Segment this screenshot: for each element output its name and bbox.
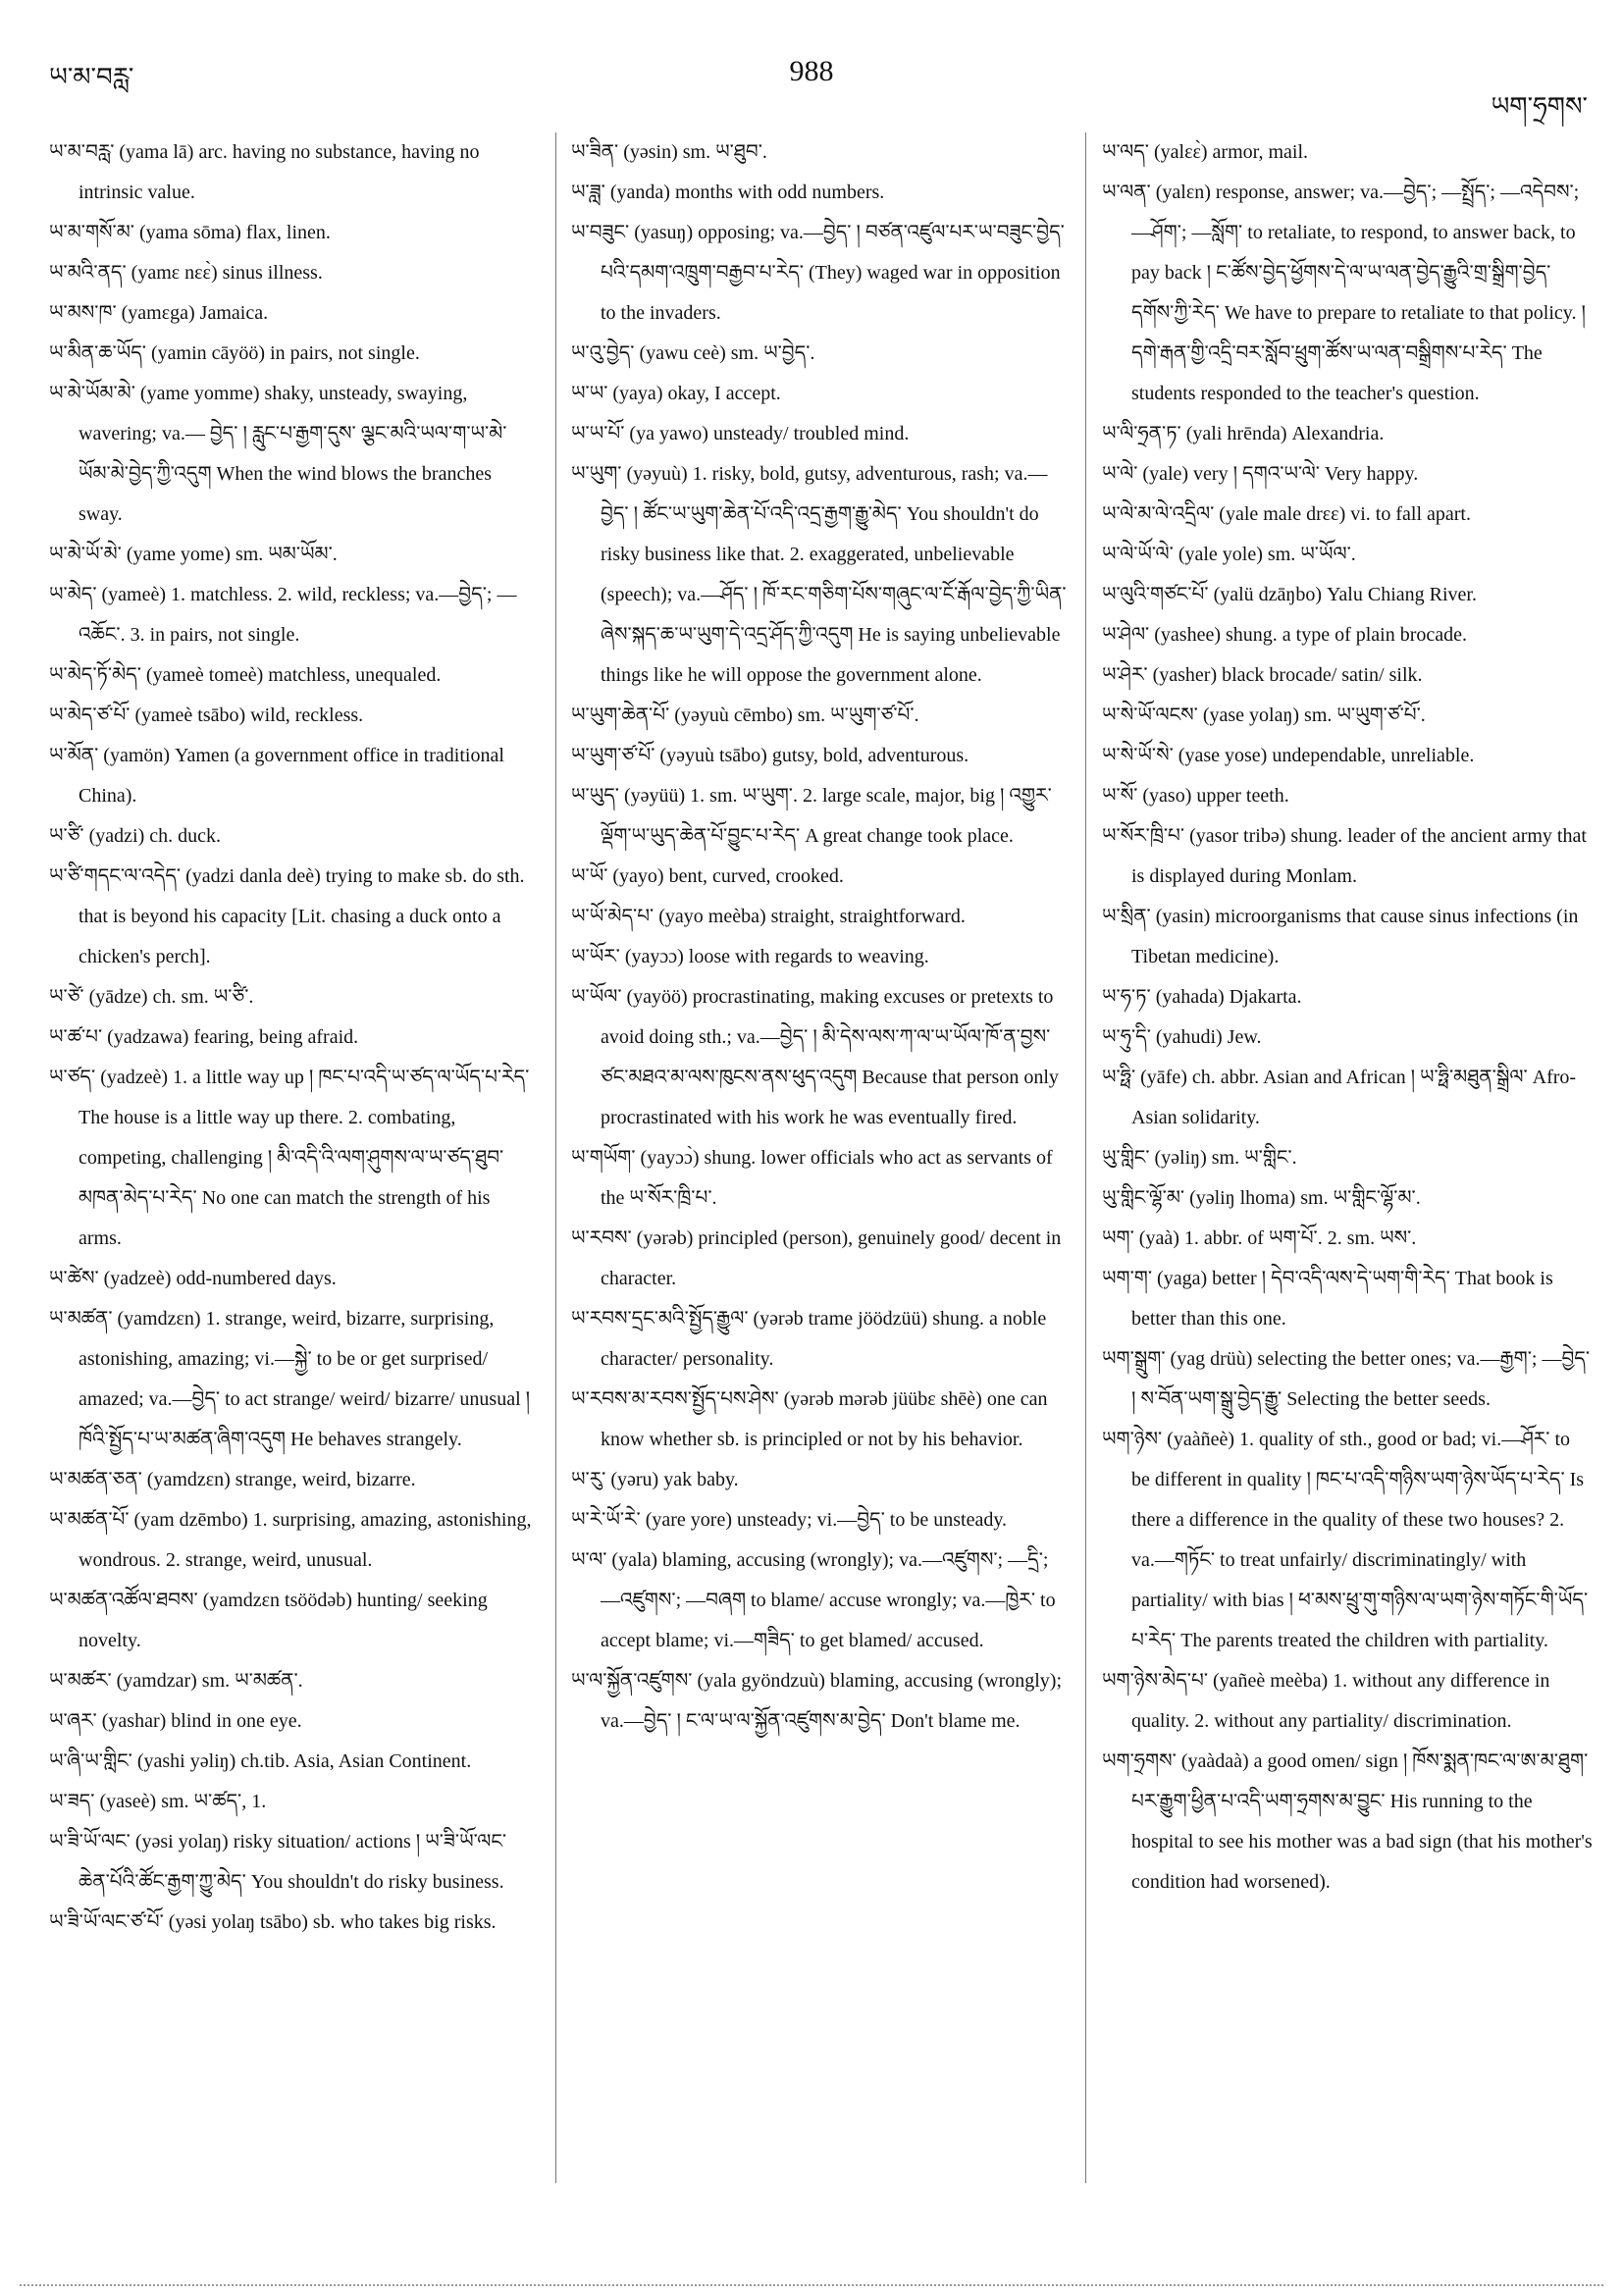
dictionary-entry: ཡ་ཡ་ (yaya) okay, I accept. [571,383,781,404]
dictionary-entry: ཡ་ཙི་གདང་ལ་འདེད་ (yadzi danla deè) trying to make sb. do sth. that is beyond his capacity [Lit. chasing a duck onto a chicken's perch]. [49,865,525,967]
dictionary-entry: ཡ་མ་བརླ་ (yama lā) arc. having no substance, having no intrinsic value. [49,141,480,203]
dictionary-entry: ཡ་རབས་མ་རབས་སྤྱོད་པས་ཤེས་ (yərəb mərəb jüübɛ shēè) one can know whether sb. is principled or not by his behavior. [571,1388,1048,1450]
dictionary-entry: ཡ་ཡོ་ (yayo) bent, curved, crooked. [571,865,844,887]
dictionary-entry: ཡ་ཟླ་ (yanda) months with odd numbers. [571,182,885,203]
dictionary-entry: ཡ་ཡུག་ (yəyuù) 1. risky, bold, gutsy, adventurous, rash; va.—བྱེད་ ། ཚོང་ཡ་ཡུག་ཆེན་པོ་འདི་འདྲ་རྒྱག་རྒྱུ་མེད་ You shouldn't do risky business like that. 2. exaggerated, unbelievable (speech); va.—ཤོད་ ། ཁོ་རང་གཅིག་པོས་གཞུང་ལ་ངོ་རྒོལ་བྱེད་ཀྱི་ཡིན་ཞེས་སྐད་ཆ་ཡ་ཡུག་དེ་འདྲ་ཤོད་ཀྱི་འདུག He is saying unbelievable things like he will oppose the government alone. [571,463,1067,686]
dictionary-entry: ཡ་ལེ་མ་ལེ་འདྲིལ་ (yale male drɛɛ) vi. to fall apart. [1102,503,1471,525]
dictionary-entry: ཡུ་གླིང་ (yəliŋ) sm. ཡ་གླིང་. [1102,1147,1297,1169]
dictionary-entry: ཡ་ཡ་པོ་ (ya yawo) unsteady/ troubled mind. [571,423,910,444]
dictionary-entry: ཡ་ཟིན་ (yəsin) sm. ཡ་ཐུབ་. [571,141,767,163]
dictionary-entry: ཡ་ཙེ་ (yādze) ch. sm. ཡ་ཙི་. [49,986,254,1008]
dictionary-entry: ཡ་ཟི་ཡོ་ལང་ཙ་པོ་ (yəsi yolaŋ tsābo) sb. who takes big risks. [49,1911,497,1933]
dictionary-entry: ཡ་ལེ་ (yale) very ། དགའ་ཡ་ལེ་ Very happy. [1102,463,1419,485]
dictionary-entry: ཡ་ཙད་ (yadzeè) 1. a little way up ། ཁང་པ་འདི་ཡ་ཙད་ལ་ཡོད་པ་རེད་ The house is a little way up there. 2. combating, competing, challenging ། མི་འདི་འི་ལག་ཤུགས་ལ་ཡ་ཙད་ཐུབ་མཁན་མེད་པ་རེད་ No one can match the strength of his arms. [49,1067,530,1249]
footer-dotted-rule [20,2284,1603,2286]
dictionary-entry: ཡ་ཚ་པ་ (yadzawa) fearing, being afraid. [49,1026,359,1048]
dictionary-entry: ཡ་མ་གསོ་མ་ (yama sōma) flax, linen. [49,222,331,243]
dictionary-entry: ཡ་མེད་ཏོ་མེད་ (yameè tomeè) matchless, unequaled. [49,664,442,686]
dictionary-entry: ཡ་ཧ་ཏ་ (yahada) Djakarta. [1102,986,1302,1008]
dictionary-entry: ཡ་ཙི་ (yadzi) ch. duck. [49,825,222,847]
dictionary-entry: ཡ་བཟུང་ (yasuŋ) opposing; va.—བྱེད་ ། བཙན་འཛུལ་པར་ཡ་བཟུང་བྱེད་པའི་དམག་འཁྲུག་བརྒྱབ་པ་རེད་ (They) waged war in opposition to the invaders. [571,222,1065,324]
dictionary-entry: ཡ་སོ་ (yaso) upper teeth. [1102,785,1289,807]
running-head-left: ཡ་མ་བརླ་ [49,63,134,92]
dictionary-entry: ཡ་ལེ་ཡོ་ལེ་ (yale yole) sm. ཡ་ཡོལ་. [1102,544,1356,565]
dictionary-entry: ཡག་སྒྲུག་ (yag drüù) selecting the better ones; va.—རྒྱག་; —བྱེད་ ། ས་བོན་ཡག་སྒྲུ་བྱེད་རྒྱུ་ Selecting the better seeds. [1102,1348,1591,1410]
dictionary-entry: ཡག་ཉེས་མེད་པ་ (yañeè meèba) 1. without any difference in quality. 2. without any partiality/ discrimination. [1102,1670,1550,1732]
column-divider [1085,132,1086,2183]
dictionary-entry: ཡ་ལུའི་གཙང་པོ་ (yalü dzāŋbo) Yalu Chiang River. [1102,584,1477,605]
dictionary-entry: ཡ་ཧུ་དི་ (yahudi) Jew. [1102,1026,1262,1048]
dictionary-entry: ཡ་ལ་ (yala) blaming, accusing (wrongly); va.—འཛུགས་; —དྲི་; —འཛུགས་; —བཞག to blame/ accuse wrongly; va.—ཁྱེར་ to accept blame; vi.—གཟིད་ to get blamed/ accused. [571,1549,1056,1651]
dictionary-entry: ཡག་ (yaà) 1. abbr. of ཡག་པོ་. 2. sm. ཡས་. [1102,1227,1417,1249]
column-divider [555,132,556,2183]
column-2 [571,132,1067,1742]
dictionary-entry: ཡ་ཞི་ཡ་གླིང་ (yashi yəliŋ) ch.tib. Asia, Asian Continent. [49,1750,472,1772]
dictionary-entry: ཡ་སེ་ཡོ་ལངས་ (yase yolaŋ) sm. ཡ་ཡུག་ཙ་པོ་. [1102,704,1426,726]
dictionary-entry: ཡ་མས་ཁ་ (yamɛga) Jamaica. [49,302,269,324]
dictionary-entry: ཡ་ཡོལ་ (yayöö) procrastinating, making excuses or pretexts to avoid doing sth.; va.—བྱེད་ ། མི་དེས་ལས་ཀ་ལ་ཡ་ཡོལ་ཁོ་ན་བྱས་ཙང་མཐའ་མ་ལས་ཁུངས་ནས་ཕུད་འདུག Because that person only procrastinated with his work he was eventually fired. [571,986,1059,1128]
dictionary-entry: ཡ་ཤེལ་ (yashee) shung. a type of plain brocade. [1102,624,1468,646]
dictionary-entry: ཡ་རབས་དྲང་མའི་སྤྱོད་རྒྱུལ་ (yərəb trame jöödzüü) shung. a noble character/ personality. [571,1308,1047,1370]
dictionary-entry: ཡ་མཚན་འཚོལ་ཐབས་ (yamdzɛn tsöödəb) hunting/ seeking novelty. [49,1590,488,1651]
dictionary-entry: ཡུ་གླིང་ལྷོ་མ་ (yəliŋ lhoma) sm. ཡ་གླིང་ལྷོ་མ་. [1102,1187,1421,1209]
dictionary-entry: ཡ་གཡོག་ (yayɔɔ̀) shung. lower officials who act as servants of the ཡ་སོར་ཁྲི་པ་. [571,1147,1053,1209]
dictionary-entry: ཡ་མེད་ (yameè) 1. matchless. 2. wild, reckless; va.—བྱེད་; —འཆོང་. 3. in pairs, not single. [49,584,517,646]
dictionary-entry: ཡ་རེ་ཡོ་རེ་ (yare yore) unsteady; vi.—བྱེད་ to be unsteady. [571,1509,1008,1531]
dictionary-entry: ཡ་ཡུག་ཙ་པོ་ (yəyuù tsābo) gutsy, bold, adventurous. [571,745,969,766]
dictionary-entry: ཡག་ཉེས་ (yaàñeè) 1. quality of sth., good or bad; vi.—ཤོར་ to be different in quality ། ཁང་པ་འདི་གཉིས་ཡག་ཉེས་ཡོད་པ་རེད་ Is there a difference in the quality of these two houses? 2. va.—གཏོང་ to treat unfairly/ discriminatingly/ with partiality/ with bias ། ཕ་མས་ཕྲུ་གུ་གཉིས་ལ་ཡག་ཉེས་གཏོང་གི་ཡོད་པ་རེད་ The parents treated the children with partiality. [1102,1429,1589,1651]
dictionary-entry: ཡ་ལན་ (yalɛn) response, answer; va.—བྱེད་; —སྤྲོད་; —འདེབས་; —ཤོག་; —སློག་ to retaliate, to respond, to answer back, to pay back ། ང་ཚོས་བྱེད་ཕྱོགས་དེ་ལ་ཡ་ལན་བྱེད་རྒྱུའི་གྲ་སྒྲིག་བྱེད་དགོས་ཀྱི་རེད་ We have to prepare to retaliate to that policy. ། དགེ་རྒན་གྱི་འདྲི་བར་སློབ་ཕྲུག་ཚོས་ཡ་ལན་བསྒྲིགས་པ་རེད་ The students responded to the teacher's question. [1102,182,1586,404]
dictionary-entry: ཡ་སེ་ཡོ་སེ་ (yase yose) undependable, unreliable. [1102,745,1475,766]
dictionary-entry: ཡ་རབས་ (yərəb) principled (person), genuinely good/ decent in character. [571,1227,1062,1289]
dictionary-entry: ཡ་སྲིན་ (yasin) microorganisms that cause sinus infections (in Tibetan medicine). [1102,906,1579,967]
dictionary-entry: ཡ་མའི་ནད་ (yamɛ nɛɛ̀) sinus illness. [49,262,323,284]
running-head-right: ཡག་ཧྲགས་ [1491,92,1588,122]
dictionary-entry: ཡ་རུ་ (yəru) yak baby. [571,1469,739,1490]
page-number: 988 [789,55,834,87]
dictionary-entry: ཡ་མེད་ཙ་པོ་ (yameè tsābo) wild, reckless. [49,704,364,726]
dictionary-entry: ཡ་མཚན་པོ་ (yam dzēmbo) 1. surprising, amazing, astonishing, wondrous. 2. strange, weird, unusual. [49,1509,532,1571]
dictionary-entry: ཡ་མཚན་ཅན་ (yamdzɛn) strange, weird, bizarre. [49,1469,416,1490]
dictionary-entry: ཡ་ཡུག་ཆེན་པོ་ (yəyuù cēmbo) sm. ཡ་ཡུག་ཙ་པོ་. [571,704,919,726]
dictionary-entry: ཡ་ཟི་ཡོ་ལང་ (yəsi yolaŋ) risky situation/ actions ། ཡ་ཟི་ཡོ་ལང་ཆེན་པོའི་ཚོང་རྒྱག་ཀྱུ་མེད་ You shouldn't do risky business. [49,1831,507,1893]
dictionary-entry: ཡ་མེ་ཡོ་མེ་ (yame yome) sm. ཡམ་ཡོམ་. [49,544,338,565]
dictionary-entry: ཡ་མེ་ཡོམ་མེ་ (yame yomme) shaky, unsteady, swaying, wavering; va.— བྱེད་ ། རླུང་པ་རྒྱག་དུས་ ལྕང་མའི་ཡལ་ག་ཡ་མེ་ཡོམ་མེ་བྱེད་ཀྱི་འདུག When the wind blows the branches sway. [49,383,507,525]
dictionary-entry: ཡ་འུ་བྱེད་ (yawu ceè) sm. ཡ་བྱེད་. [571,342,815,364]
dictionary-entry: ཡ་ལད་ (yalɛɛ̀) armor, mail. [1102,141,1309,163]
dictionary-entry: ཡ་ཟད་ (yaseè) sm. ཡ་ཚད་, 1. [49,1791,267,1812]
dictionary-entry: ཡ་སོར་ཁྲི་པ་ (yasor tribə) shung. leader of the ancient army that is displayed during Monlam. [1102,825,1587,887]
dictionary-entry: ཡ་ཞར་ (yashar) blind in one eye. [49,1710,302,1732]
dictionary-entry: ཡ་ལ་སྐྱོན་འཛུགས་ (yala gyöndzuù) blaming, accusing (wrongly); va.—བྱེད་ ། ང་ལ་ཡ་ལ་སྐྱོན་འཛུགས་མ་བྱེད་ Don't blame me. [571,1670,1063,1732]
dictionary-entry: ཡ་མཚར་ (yamdzar) sm. ཡ་མཚན་. [49,1670,303,1692]
dictionary-entry: ཡ་མཚན་ (yamdzɛn) 1. strange, weird, bizarre, surprising, astonishing, amazing; vi.—སྐྱེ་ to be or get surprised/ amazed; va.—བྱེད་ to act strange/ weird/ bizarre/ unusual ། ཁོའི་སྤྱོད་པ་ཡ་མཚན་ཞིག་འདུག He behaves strangely. [49,1308,531,1450]
column-3 [1102,132,1593,1903]
dictionary-entry: ཡ་མིན་ཆ་ཡོད་ (yamin cāyöö) in pairs, not single. [49,342,420,364]
dictionary-entry: ཡ་ཡོར་ (yayɔɔ) loose with regards to weaving. [571,946,929,967]
dictionary-entry: ཡ་མོན་ (yamön) Yamen (a government office in traditional China). [49,745,504,807]
dictionary-entry: ཡག་ག་ (yaga) better ། དེབ་འདི་ལས་དེ་ཡག་གི་རེད་ That book is better than this one. [1102,1268,1553,1330]
dictionary-entry: ཡ་ལི་ཧྲན་ཏ་ (yali hrēnda) Alexandria. [1102,423,1385,444]
dictionary-entry: ཡ་ཤེར་ (yasher) black brocade/ satin/ silk. [1102,664,1423,686]
dictionary-entry: ཡ་ཡུད་ (yəyüü) 1. sm. ཡ་ཡུག་. 2. large scale, major, big ། འགྱུར་ལྡོག་ཡ་ཡུད་ཆེན་པོ་བྱུང་པ་རེད་ A great change took place. [571,785,1052,847]
dictionary-entry: ཡ་ཧྥི་ (yāfe) ch. abbr. Asian and African ། ཡ་ཧྥི་མཐུན་སྒྲིལ་ Afro-Asian solidarity. [1102,1067,1577,1128]
dictionary-entry: ཡག་ཧྲགས་ (yaàdaà) a good omen/ sign ། ཁོས་སྨན་ཁང་ལ་ཨ་མ་ཐུག་པར་རྒྱུག་ཕྱིན་པ་འདི་ཡག་ཧྲགས་མ་བྱུང་ His running to the hospital to see his mother was a bad sign (that his mother's condition had worsened). [1102,1750,1593,1893]
dictionary-entry: ཡ་ཡོ་མེད་པ་ (yayo meèba) straight, straightforward. [571,906,966,927]
column-1 [49,132,536,1943]
dictionary-entry: ཡ་ཚེས་ (yadzeè) odd-numbered days. [49,1268,337,1289]
